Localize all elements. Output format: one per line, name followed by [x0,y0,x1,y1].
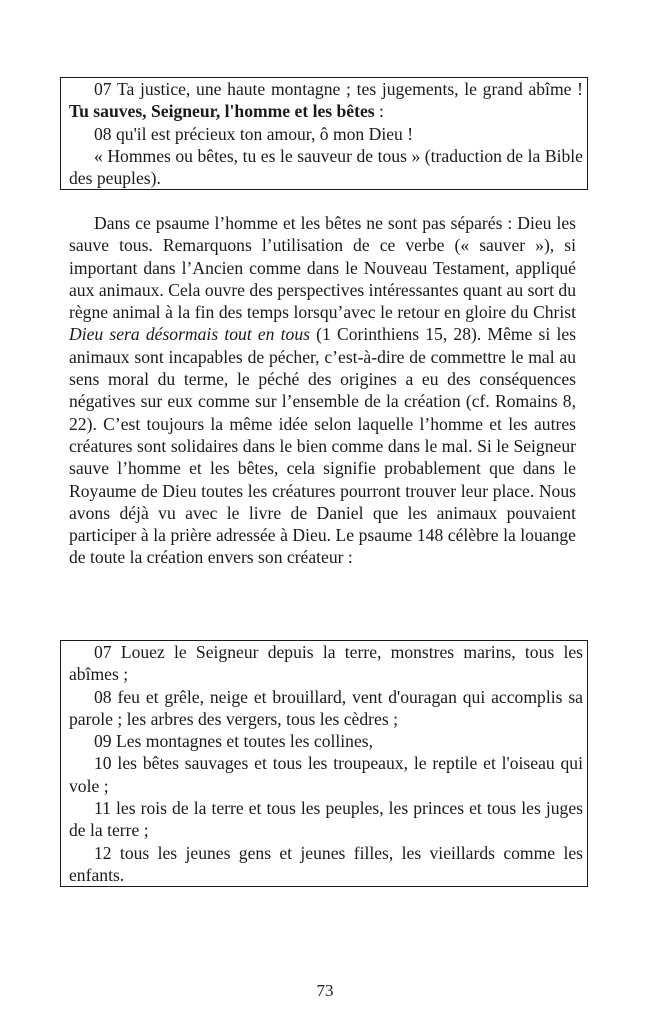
verse-suffix: : [374,101,384,122]
verse-08: 08 feu et grêle, neige et brouillard, vent d'ouragan qui accomplis sa parole ; les arbres des vergers, tous les cèdres ; [69,686,583,729]
verse-11: 11 les rois de la terre et tous les peuples, les princes et tous les juges de la terre ; [69,798,583,841]
body-text-part2: (1 Corinthiens 15, 28). Même si les animaux sont incapables de pécher, c’est-à-dire de commettre le mal au sens moral du terme, le péché des origines a eu des conséquences négatives sur eux comme sur l’ensemble de la création (cf. Romains 8, 22). C’est toujours la même idée selon laquelle l’homme et les autres créatures sont solidaires dans le bien comme dans le mal. Si le Seigneur sauve l’homme et les bêtes, cela signifie probablement que dans le Royaume de Dieu toutes les créatures pourront trouver leur place. Nous avons déjà vu avec le livre de Daniel que les animaux pouvaient participer à la prière adressée à Dieu. Le psaume 148 célèbre la louange de toute la création envers son créateur : [69,324,576,568]
verse-bold-text: Tu sauves, Seigneur, l'homme et les bêtes [69,101,375,122]
verse-text: 07 Ta justice, une haute montagne ; tes jugements, le grand abîme ! [94,79,583,99]
page-number: 73 [316,981,334,1000]
body-italic-quote: Dieu sera désormais tout en tous [69,324,310,345]
verse-07 [69,78,583,123]
verse-07: 07 Louez le Seigneur depuis la terre, monstres marins, tous les abîmes ; [69,642,583,685]
verse-12: 12 tous les jeunes gens et jeunes filles, les vieillards comme les enfants. [69,842,583,885]
quote-box-psalm-36 [60,77,588,190]
verse-08: 08 qu'il est précieux ton amour, ô mon Dieu ! [94,123,414,144]
verse-10: 10 les bêtes sauvages et tous les troupeaux, le reptile et l'oiseau qui vole ; [69,753,583,796]
verse-09: 09 Les montagnes et toutes les collines, [94,731,374,752]
translation-note: « Hommes ou bêtes, tu es le sauveur de tous » (traduction de la Bible des peuples). [69,145,583,189]
body-paragraph [69,212,576,569]
quote-box-psalm-148 [60,640,588,887]
body-text [69,212,576,569]
body-text-part1: Dans ce psaume l’homme et les bêtes ne sont pas séparés : Dieu les sauve tous. Remarquons l’utilisation de ce verbe (« sauver »), si important dans l’Ancien comme dans le Nouveau Testament, appliqué aux animaux. Cela ouvre des perspectives intéressantes quant au sort du règne animal à la fin des temps lorsqu’avec le retour en gloire du Christ [69,213,576,323]
